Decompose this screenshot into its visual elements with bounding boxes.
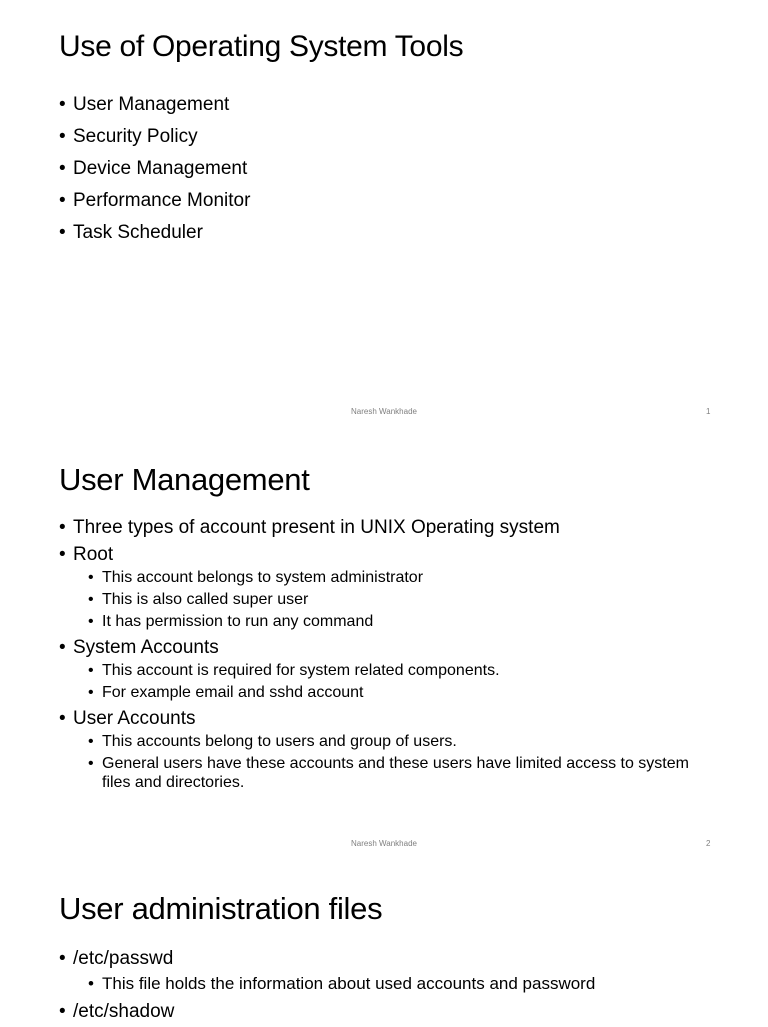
- bullet-item: [59, 217, 250, 249]
- sub-bullet-item: [88, 732, 692, 751]
- sub-bullet-item: [88, 661, 692, 680]
- bullet-icon: •: [59, 1001, 66, 1022]
- bullet-icon: •: [59, 544, 66, 565]
- slide-title: User Management: [59, 462, 310, 497]
- sub-bullet-item: [88, 683, 692, 702]
- bullet-icon: •: [59, 158, 66, 179]
- sub-bullet-item: [88, 754, 692, 792]
- bullet-icon: •: [59, 708, 66, 729]
- bullet-item: [59, 185, 250, 217]
- bullet-icon: •: [59, 948, 66, 969]
- bullet-item: [59, 634, 692, 661]
- bullet-text: Device Management: [73, 158, 248, 179]
- footer-author: Naresh Wankhade: [351, 839, 417, 848]
- bullet-icon: •: [88, 974, 94, 993]
- bullet-icon: •: [88, 613, 94, 630]
- slide-title: User administration files: [59, 891, 383, 926]
- sub-bullet-item: [88, 590, 692, 609]
- sub-bullet-item: [88, 568, 692, 587]
- slide-title: Use of Operating System Tools: [59, 30, 464, 63]
- sub-bullet-text: This account belongs to system administrator: [102, 569, 424, 586]
- sub-bullet-item: [88, 612, 692, 631]
- bullet-text: Security Policy: [73, 126, 198, 147]
- bullet-icon: •: [88, 662, 94, 679]
- bullet-text: Root: [73, 544, 114, 565]
- bullet-list: [59, 514, 692, 795]
- bullet-icon: •: [88, 684, 94, 701]
- bullet-icon: •: [59, 517, 66, 538]
- bullet-item: [59, 121, 250, 153]
- bullet-icon: •: [59, 126, 66, 147]
- page-number: 2: [706, 839, 711, 848]
- sub-bullet-item: [88, 974, 595, 993]
- bullet-icon: •: [88, 755, 94, 772]
- sub-list-wrapper: [59, 974, 595, 993]
- bullet-icon: •: [59, 637, 66, 658]
- bullet-icon: •: [59, 94, 66, 115]
- sub-bullet-text: General users have these accounts and these users have limited access to system files and directories.: [102, 755, 689, 791]
- bullet-text: User Accounts: [73, 708, 196, 729]
- footer-author: Naresh Wankhade: [351, 407, 417, 416]
- slide-1: [0, 0, 768, 432]
- sub-list-wrapper: [59, 732, 692, 792]
- bullet-item: [59, 705, 692, 732]
- sub-bullet-text: This accounts belong to users and group of users.: [102, 733, 457, 750]
- bullet-text: Performance Monitor: [73, 190, 251, 211]
- bullet-icon: •: [88, 569, 94, 586]
- bullet-text: Three types of account present in UNIX Operating system: [73, 517, 560, 538]
- bullet-item: [59, 997, 595, 1027]
- sub-list-wrapper: [59, 661, 692, 702]
- bullet-text: /etc/passwd: [73, 948, 174, 969]
- sub-bullet-list: [59, 661, 692, 702]
- bullet-icon: •: [59, 222, 66, 243]
- sub-bullet-text: It has permission to run any command: [102, 613, 374, 630]
- bullet-item: [59, 514, 692, 541]
- sub-bullet-text: This file holds the information about used accounts and password: [102, 974, 596, 993]
- sub-bullet-text: This is also called super user: [102, 591, 309, 608]
- page-number: 1: [706, 407, 711, 416]
- sub-bullet-list: [59, 568, 692, 631]
- sub-bullet-text: This account is required for system related components.: [102, 662, 500, 679]
- bullet-text: Task Scheduler: [73, 222, 203, 243]
- sub-list-wrapper: [59, 568, 692, 631]
- bullet-icon: •: [59, 190, 66, 211]
- bullet-list: [59, 944, 595, 1027]
- bullet-item: [59, 89, 250, 121]
- bullet-text: User Management: [73, 94, 230, 115]
- bullet-item: [59, 944, 595, 974]
- sub-bullet-text: For example email and sshd account: [102, 684, 364, 701]
- sub-bullet-list: [59, 732, 692, 792]
- bullet-text: System Accounts: [73, 637, 219, 658]
- bullet-item: [59, 541, 692, 568]
- bullet-icon: •: [88, 591, 94, 608]
- bullet-list: [59, 89, 250, 249]
- sub-bullet-list: [59, 974, 595, 993]
- bullet-item: [59, 153, 250, 185]
- bullet-icon: •: [88, 733, 94, 750]
- bullet-text: /etc/shadow: [73, 1001, 175, 1022]
